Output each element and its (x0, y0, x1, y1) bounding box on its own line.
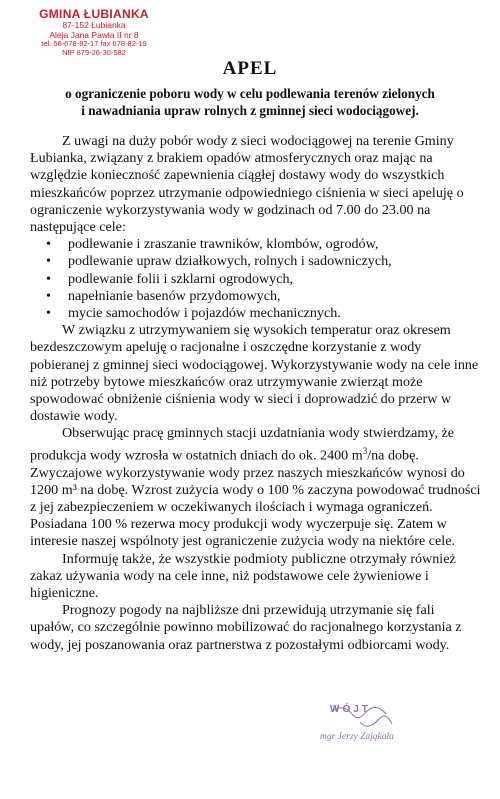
bullet-icon: • (46, 306, 51, 322)
municipality-stamp (14, 8, 174, 57)
list-item: • mycie samochodów i pojazdów mechanicznych. (46, 305, 341, 322)
list-item: • podlewanie upraw działkowych, rolnych i sadowniczych, (46, 253, 392, 270)
stamp-title: GMINA ŁUBIANKA (39, 7, 149, 21)
bullet-icon: • (46, 237, 51, 253)
bullet-icon: • (46, 271, 51, 287)
signature-title: WÓJT (330, 704, 371, 715)
public-entities-paragraph: Informuję także, że wszystkie podmioty publiczne otrzymały również zakaz używania wody na cele inne, niż podstawowe cele żywieniowe i higieniczne. (30, 550, 456, 601)
cubic-superscript: 3 (362, 445, 368, 456)
intro-paragraph: Z uwagi na duży pobór wody z sieci wodociągowej na terenie Gminy Łubianka, związany z brakiem opadów atmosferycznych oraz mając na względzie konieczność zapewnienia ciągłej dostawy wody do wszystkich mieszkańców poprzez utrzymanie odpowiedniego ciśnienia w sieci apeluję o ograniczenie wykorzystywania wody w godzinach od 7.00 do 23.00 na następujące cele: (30, 133, 464, 236)
document-subtitle (10, 86, 490, 119)
subtitle-line-1: o ograniczenie poboru wody w celu podlewania terenów zielonych (65, 86, 435, 101)
forecast-paragraph: Prognozy pogody na najbliższe dni przewidują utrzymanie się fali upałów, co szczególnie powinno mobilizować do racjonalnego korzystania z wody, jej poszanowania oraz partnerstwa z pozostałymi odbiorcami wody. (30, 602, 462, 653)
bullet-icon: • (46, 254, 51, 270)
stamp-nip: NIP 879-26-30-582 (62, 47, 126, 57)
list-item: • podlewanie i zraszanie trawników, klombów, ogrodów, (46, 236, 379, 253)
subtitle-line-2: i nawadniania upraw rolnych z gminnej sieci wodociągowej. (81, 102, 419, 118)
production-paragraph: Obserwując pracę gminnych stacji uzdatniania wody stwierdzamy, że produkcja wody wzrosła w ostatnich dniach do ok. 2400 $m^3/na$ dobę. Zwyczajowe wykorzystywanie wody przez naszych mieszkańców wynosi do 1200 m³ na dobę. Wzrost zużycia wody o 100 % zaczyna powodować trudności z jej zabezpieczeniem w oczekiwanych ilościach i wymaga ograniczeń. Posiadana 100 % rezerwa mocy produkcji wody wyczerpuje się. Zatem w interesie naszej wspólnoty jest ograniczenie zużycia wody na niektóre cele. (30, 425, 481, 550)
signature-name: mgr Jerzy Zająkała (320, 732, 394, 742)
bullet-icon: • (46, 288, 51, 304)
signature-stamp (300, 700, 480, 760)
list-item: • podlewanie folii i szklarni ogrodowych, (46, 270, 294, 287)
document-title: APEL (222, 58, 278, 79)
list-item: • napełnianie basenów przydomowych, (46, 287, 281, 304)
document-body (30, 133, 482, 654)
restricted-uses-list (30, 236, 482, 322)
signature-scribble (300, 700, 480, 760)
stamp-address: Aleja Jana Pawła II nr 8 (49, 29, 139, 40)
stamp-phone: tel. 56-678-82-17 fax 678-82-19 (41, 39, 147, 49)
stamp-postal: 87-152 Łubianka (62, 20, 126, 31)
heat-paragraph: W związku z utrzymywaniem się wysokich temperatur oraz okresem bezdeszczowym apeluję o racjonalne i oszczędne korzystanie z wody pobieranej z gminnej sieci wodociągowej. Wykorzystywanie wody na cele inne niż potrzeby bytowe mieszkańców oraz utrzymywanie zwierząt może spowodować obniżenie ciśnienia wody w sieci i doprowadzić do przerw w dostawie wody. (30, 322, 479, 425)
